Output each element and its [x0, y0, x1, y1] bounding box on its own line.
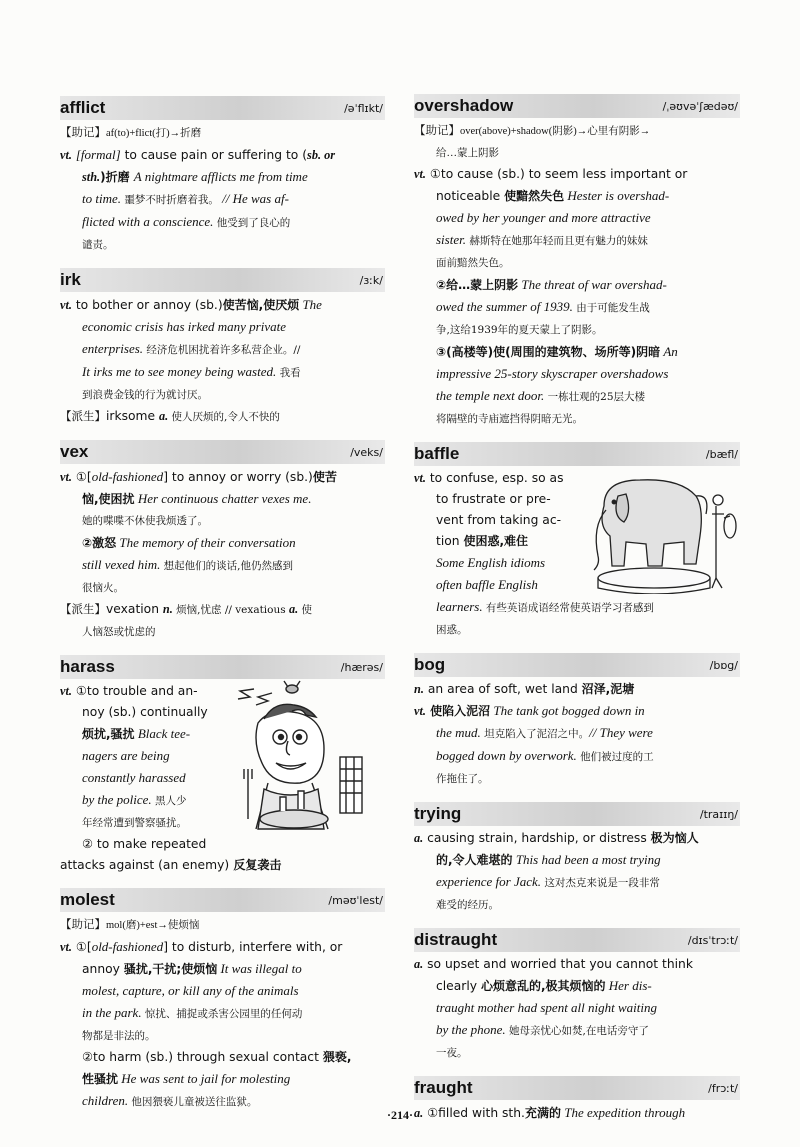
headword: afflict: [60, 98, 106, 117]
pronunciation: /ɜːk/: [359, 274, 383, 287]
headword-bar: [60, 655, 385, 679]
headword: bog: [414, 655, 446, 674]
headword: overshadow: [414, 96, 514, 115]
headword-bar: [414, 802, 740, 826]
definition: vt. ①[old-fashioned] to disturb, interfere with, or annoy 骚扰,干扰;使烦恼 It was illegal to molest, capture, or kill any of the animals in the park. 惊扰、捕捉或杀害公园里的任何动 物都是非法的。 ②to harm (sb.) through sexual contact 猥亵, 性骚扰 He was sent to jail for molesting children. 他因猥亵儿童被送往监狱。: [60, 939, 352, 1108]
mnemonic: 【助记】over(above)+shadow(阴影)→心里有阴影→: [414, 123, 651, 137]
left-column: [60, 92, 385, 1113]
entry-distraught: [414, 928, 740, 1064]
entry-irk: [60, 268, 385, 428]
headword-bar: [414, 653, 740, 677]
headword-bar: [60, 268, 385, 292]
headword-bar: [414, 94, 740, 118]
headword-bar: [414, 1076, 740, 1100]
mnemonic: 【助记】af(to)+flict(打)→折磨: [60, 125, 202, 139]
right-column: [414, 92, 740, 1124]
pronunciation: /məʊˈlest/: [328, 894, 383, 907]
definition: n. an area of soft, wet land 沼泽,泥塘 vt. 使陷入泥沼 The tank got bogged down in the mud. 坦克陷入了泥沼之中。// They were bogged down by overwork. 他们被过度的工 作拖住了。: [414, 682, 654, 785]
definition: vt. ①to cause (sb.) to seem less important or noticeable 使黯然失色 Hester is overshad- owed by her younger and more attractive sister. 赫斯特在她那年轻而且更有魅力的妹妹 面前黯然失色。 ②给…蒙上阴影 The threat of war overshad- owed the summer of 1939. 由于可能发生战 争,这给1939年的夏天蒙上了阴影。 ③(高楼等)使(周围的建筑物、场所等)阴暗 An impressive 25-story skyscraper overshadows the temple next door. 一栋壮观的25层大楼 将隔壁的寺庙遮挡得阴暗无光。: [414, 167, 688, 425]
pronunciation: /bɒg/: [709, 659, 738, 672]
pronunciation: /hærəs/: [340, 661, 383, 674]
definition: vt. to confuse, esp. so as to frustrate or pre- vent from taking ac- tion 使困惑,难住 Some English idioms often baffle English learners. 有些英语成语经常使英语学习者感到 困惑。: [414, 471, 654, 636]
derivation: 【派生】irksome a. 使人厌烦的,令人不快的: [60, 409, 280, 423]
entry-molest: [60, 888, 385, 1113]
entry-trying: [414, 802, 740, 916]
entry-overshadow: overshadow /ˌəʊvəˈʃædəʊ/ 【助记】over(above)+shadow(阴影)→心里有阴影→ 给…蒙上阴影 vt. ①to cause (sb.) to seem less important or noticeable 使黯然失色 Hester is overshad- owed by her younger and more attractive sister. 赫斯特在她那年轻而且更有魅力的妹妹 面前黯然失色。 ②给…蒙上阴影 The threat of war overshad- owed the summer of 1939. 由于可能发生战 争,这给1939年的夏天蒙上了阴影。 ③(高楼等)使(周围的建筑物、场所等)阴暗 An impressive 25-story skyscraper overshadows the temple next door. 一栋壮观的25层大楼 将隔壁的寺庙遮挡得阴暗无光。: [414, 94, 740, 430]
definition: vt. ①to trouble and an- noy (sb.) continually 烦扰,骚扰 Black tee- nagers are being constantly harassed by the police. 黑人少 年经常遭到警察骚扰。 ② to make repeated attacks against (an enemy) 反复袭击: [60, 684, 282, 872]
pronunciation: /frɔːt/: [708, 1082, 738, 1095]
headword: irk: [60, 270, 81, 289]
headword: molest: [60, 890, 115, 909]
pronunciation: /əˈflɪkt/: [344, 102, 383, 115]
headword-bar: [60, 440, 385, 464]
pronunciation: /ˌəʊvəˈʃædəʊ/: [662, 100, 738, 113]
headword: fraught: [414, 1078, 473, 1097]
entry-afflict: afflict /əˈflɪkt/ 【助记】af(to)+flict(打)→折磨 vt. [formal] to cause pain or suffering to (sb. or sth.)折磨 A nightmare afflicts me from time to time. 噩梦不时折磨着我。 // He was af- flicted with a conscience. 他受到了良心的 谴责。: [60, 98, 383, 251]
pronunciation: /veks/: [350, 446, 383, 459]
headword: harass: [60, 657, 115, 676]
page-number: ·214·: [386, 1108, 413, 1122]
headword-bar: [60, 96, 385, 120]
headword-bar: [414, 928, 740, 952]
headword: trying: [414, 804, 462, 823]
pronunciation: /dɪsˈtrɔːt/: [687, 934, 738, 947]
headword-bar: [60, 888, 385, 912]
definition: vt. [formal] to cause pain or suffering to (sb. or: [60, 147, 336, 162]
definition: a. ①filled with sth.充满的 The expedition through: [414, 1105, 686, 1120]
definition: vt. ①[old-fashioned] to annoy or worry (sb.)使苦 恼,使困扰 Her continuous chatter vexes me. 她的喋喋不休使我烦透了。 ②激怒 The memory of their conversation still vexed him. 想起他们的谈话,他仍然感到 很恼火。: [60, 469, 337, 594]
entry-baffle: [414, 442, 740, 641]
headword: baffle: [414, 444, 460, 463]
definition: a. so upset and worried that you cannot think clearly 心烦意乱的,极其烦恼的 Her dis- traught mother had spent all night waiting by the phone. 她母亲忧心如焚,在电话旁守了 一夜。: [414, 957, 693, 1059]
headword: vex: [60, 442, 89, 461]
pronunciation: /bæfl/: [705, 448, 738, 461]
headword-bar: [414, 442, 740, 466]
entry-harass: [60, 655, 385, 876]
harassed-man-illustration: [228, 679, 384, 839]
mnemonic: 【助记】mol(磨)+est→使烦恼: [60, 917, 200, 931]
definition: a. causing strain, hardship, or distress 极为恼人 的,令人难堪的 This had been a most trying experience for Jack. 这对杰克来说是一段非常 难受的经历。: [414, 831, 699, 911]
entry-vex: vex /veks/ vt. ①[old-fashioned] to annoy or worry (sb.)使苦 恼,使困扰 Her continuous chatter vexes me. 她的喋喋不休使我烦透了。 ②激怒 The memory of their conversation still vexed him. 想起他们的谈话,他仍然感到 很恼火。 【派生】vexation n. 烦恼,忧虑 // vexatious a. 使 人恼怒或忧虑的: [60, 442, 383, 638]
pronunciation: /traɪɪŋ/: [699, 808, 738, 821]
elephant-illustration: [584, 466, 740, 594]
headword: distraught: [414, 930, 498, 949]
entry-bog: [414, 653, 740, 790]
definition: vt. to bother or annoy (sb.)使苦恼,使厌烦 The economic crisis has irked many private enterprises. 经济危机困扰着许多私营企业。// It irks me to see money being wasted. 我看 到浪费金钱的行为就讨厌。: [60, 297, 322, 401]
derivation: 【派生】vexation n. 烦恼,忧虑 // vexatious a. 使: [60, 602, 313, 616]
